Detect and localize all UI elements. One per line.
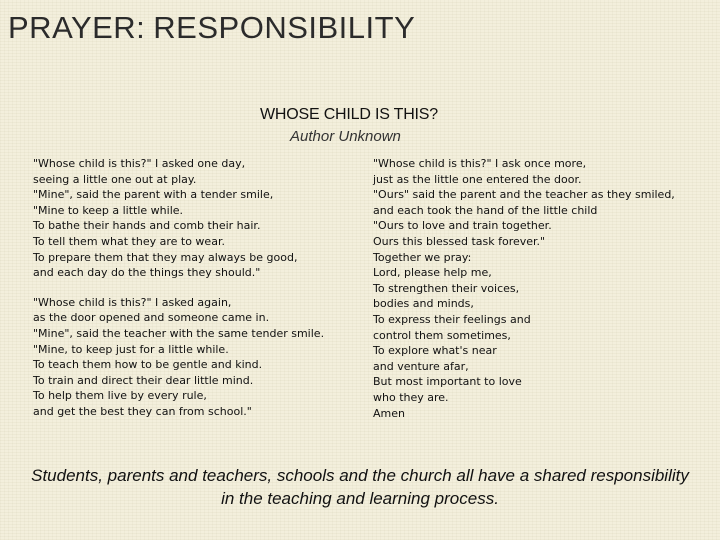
poem-title: WHOSE CHILD IS THIS?	[260, 106, 438, 123]
poem-line: But most important to love	[373, 375, 522, 389]
poem-line: seeing a little one out at play.	[33, 172, 197, 186]
poem-line: "Mine", said the teacher with the same tender smile.	[33, 326, 325, 340]
poem-line: Amen	[373, 406, 405, 420]
poem-line: and venture afar,	[373, 359, 469, 373]
poem-line: To train and direct their dear little mind.	[33, 373, 254, 387]
poem-line: Lord, please help me,	[373, 266, 492, 280]
poem-line: Ours this blessed task forever."	[373, 234, 546, 248]
poem-line: To teach them how to be gentle and kind.	[33, 358, 263, 372]
slide-title-prefix: PRAYER:	[8, 10, 146, 45]
poem-line: and each day do the things they should."	[33, 266, 261, 280]
poem-line: "Whose child is this?" I asked one day,	[33, 157, 246, 170]
poem-line: To bathe their hands and comb their hair.	[33, 219, 261, 233]
footer-line-2: in the teaching and learning process.	[221, 489, 499, 508]
poem-line: Together we pray:	[373, 250, 472, 264]
poem-line: "Ours to love and train together.	[373, 219, 552, 233]
poem-line: who they are.	[373, 390, 449, 404]
poem-line: control them sometimes,	[373, 328, 511, 342]
poem-line: To explore what's near	[373, 344, 497, 358]
poem-line: "Whose child is this?" I ask once more,	[373, 157, 587, 170]
footer-statement	[0, 464, 720, 510]
poem-line: To prepare them that they may always be good,	[33, 250, 298, 264]
poem-stanza	[33, 156, 324, 281]
poem-title-block	[260, 106, 438, 124]
poem-line: "Mine, to keep just for a little while.	[33, 342, 229, 356]
poem-left-column	[33, 156, 324, 420]
poem-author: Author Unknown	[290, 128, 401, 145]
poem-line: bodies and minds,	[373, 297, 474, 311]
poem-line: "Whose child is this?" I asked again,	[33, 295, 232, 309]
poem-line: To tell them what they are to wear.	[33, 234, 225, 248]
poem-line: and each took the hand of the little child	[373, 203, 598, 217]
poem-line: To express their feelings and	[373, 312, 531, 326]
poem-line: To strengthen their voices,	[373, 281, 520, 295]
poem-right-column	[373, 156, 675, 421]
poem-line: "Mine", said the parent with a tender smile,	[33, 188, 274, 202]
poem-stanza	[33, 295, 324, 420]
poem-line: "Mine to keep a little while.	[33, 203, 184, 217]
slide-title	[8, 10, 415, 46]
poem-line: "Ours" said the parent and the teacher as they smiled,	[373, 188, 675, 202]
poem-line: and get the best they can from school."	[33, 404, 252, 418]
poem-line: as the door opened and someone came in.	[33, 311, 270, 325]
footer-line-1: Students, parents and teachers, schools and the church all have a shared responsibility	[31, 466, 689, 485]
poem-line: To help them live by every rule,	[33, 389, 207, 403]
poem-line: just as the little one entered the door.	[373, 172, 582, 186]
slide-title-main: RESPONSIBILITY	[153, 10, 416, 45]
